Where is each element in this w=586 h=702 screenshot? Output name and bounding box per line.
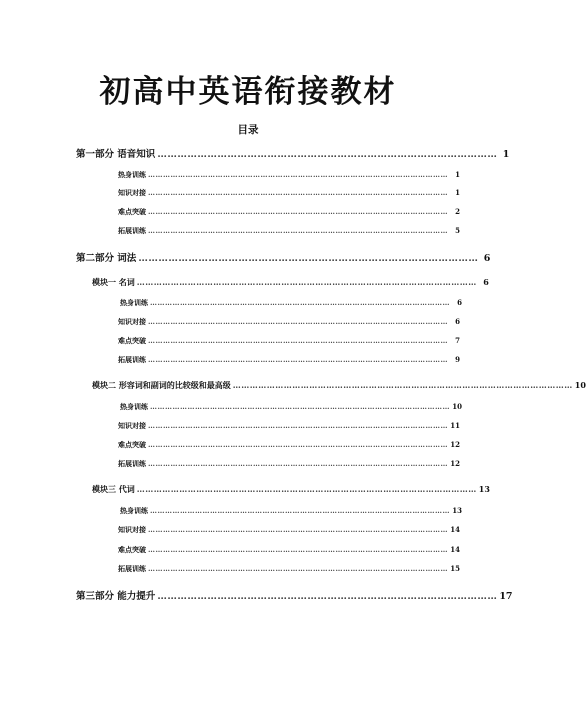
toc-entry-label: 知识对接 [118, 188, 146, 197]
toc-entry-subsection [120, 506, 462, 516]
toc-entry-subsection [118, 421, 460, 431]
toc-page-number: 6 [455, 317, 460, 326]
toc-page-number: 11 [450, 421, 460, 430]
toc-page-number: 10 [452, 402, 462, 411]
toc-entry-subsection [118, 545, 460, 555]
toc-entry-label: 难点突破 [118, 440, 146, 449]
toc-leader-dots: ………………………………………………………………………………………………………… [136, 277, 477, 287]
toc-page-number: 10 [574, 380, 586, 390]
toc-leader-dots: ………………………………………………………………………………………………………… [148, 207, 448, 216]
toc-page-number: 6 [483, 277, 489, 287]
toc-entry-label: 热身训练 [120, 402, 148, 411]
toc-page-number: 2 [455, 207, 460, 216]
toc-entry-label: 拓展训练 [118, 355, 146, 364]
toc-entry-label: 第一部分 语音知识 [76, 149, 156, 160]
toc-leader-dots: ………………………………………………………………………………………………………… [148, 226, 448, 235]
toc-page-number: 13 [452, 506, 462, 515]
toc-leader-dots: ………………………………………………………………………………………………………… [150, 506, 450, 515]
document-title: 初高中英语衔接教材 [99, 74, 397, 110]
toc-leader-dots: ………………………………………………………………………………………… [157, 591, 498, 602]
toc-entry-label: 第三部分 能力提升 [76, 591, 156, 602]
toc-page-number: 6 [457, 298, 462, 307]
toc-entry-module [92, 380, 586, 391]
toc-leader-dots: ………………………………………………………………………………………………………… [150, 402, 450, 411]
toc-entry-label: 模块一 名词 [92, 277, 135, 287]
toc-entry-subsection [118, 207, 460, 217]
toc-entry-label: 拓展训练 [118, 459, 146, 468]
toc-leader-dots: ………………………………………………………………………………………………………… [148, 421, 448, 430]
toc-entry-subsection [118, 226, 460, 236]
toc-entry-label: 拓展训练 [118, 564, 146, 573]
toc-leader-dots: ………………………………………………………………………………………… [138, 253, 479, 264]
toc-page-number: 6 [483, 253, 491, 264]
toc-entry-subsection [118, 459, 460, 469]
toc-leader-dots: ………………………………………………………………………………………………………… [148, 525, 448, 534]
toc-entry-label: 难点突破 [118, 207, 146, 216]
toc-entry-label: 难点突破 [118, 545, 146, 554]
toc-entry-subsection [118, 355, 460, 365]
toc-entry-label: 热身训练 [120, 506, 148, 515]
toc-entry-part-2 [76, 250, 491, 264]
toc-entry-label: 第二部分 词法 [76, 253, 137, 264]
toc-entry-subsection [118, 440, 460, 450]
toc-entry-subsection [118, 188, 460, 198]
toc-leader-dots: ………………………………………………………………………………………………………… [148, 317, 448, 326]
toc-page-number: 12 [450, 440, 460, 449]
toc-entry-subsection [118, 317, 460, 327]
toc-entry-label: 知识对接 [118, 525, 146, 534]
toc-entry-module [92, 484, 490, 495]
toc-page-number: 1 [502, 149, 510, 160]
toc-entry-label: 拓展训练 [118, 226, 146, 235]
toc-entry-label: 热身训练 [120, 298, 148, 307]
toc-leader-dots: ………………………………………………………………………………………………………… [148, 440, 448, 449]
toc-entry-label: 模块二 形容词和副词的比较级和最高级 [92, 380, 231, 390]
toc-entry-subsection [118, 170, 460, 180]
toc-page-number: 9 [455, 355, 460, 364]
toc-entry-subsection [118, 525, 460, 535]
toc-heading: 目录 [237, 124, 259, 136]
toc-entry-part-3 [76, 588, 513, 602]
toc-entry-subsection [118, 336, 460, 346]
toc-entry-subsection [120, 402, 462, 412]
toc-page-number: 15 [450, 564, 460, 573]
toc-page-number: 7 [455, 336, 460, 345]
toc-page-number: 14 [450, 545, 460, 554]
toc-page-number: 17 [499, 591, 513, 602]
toc-leader-dots: ………………………………………………………………………………………………………… [148, 170, 448, 179]
toc-page-number: 13 [478, 484, 490, 494]
toc-leader-dots: ………………………………………………………………………………………………………… [148, 545, 448, 554]
toc-leader-dots: ………………………………………………………………………………………… [157, 149, 498, 160]
toc-page-number: 12 [450, 459, 460, 468]
toc-leader-dots: ………………………………………………………………………………………………………… [148, 564, 448, 573]
toc-entry-subsection [120, 298, 462, 308]
toc-entry-label: 模块三 代词 [92, 484, 135, 494]
toc-leader-dots: ………………………………………………………………………………………………………… [136, 484, 477, 494]
toc-leader-dots: ………………………………………………………………………………………………………… [148, 459, 448, 468]
toc-entry-subsection [118, 564, 460, 574]
toc-entry-module [92, 277, 489, 288]
toc-leader-dots: ………………………………………………………………………………………………………… [148, 336, 448, 345]
toc-page-number: 1 [455, 170, 460, 179]
toc-leader-dots: ………………………………………………………………………………………………………… [150, 298, 450, 307]
toc-leader-dots: ………………………………………………………………………………………………………… [148, 355, 448, 364]
toc-entry-part-1 [76, 146, 510, 160]
toc-page-number: 1 [455, 188, 460, 197]
toc-entry-label: 难点突破 [118, 336, 146, 345]
toc-entry-label: 热身训练 [118, 170, 146, 179]
toc-leader-dots: ………………………………………………………………………………………………………… [232, 380, 573, 390]
toc-entry-label: 知识对接 [118, 317, 146, 326]
toc-page-number: 14 [450, 525, 460, 534]
toc-entry-label: 知识对接 [118, 421, 146, 430]
toc-page-number: 5 [455, 226, 460, 235]
toc-leader-dots: ………………………………………………………………………………………………………… [148, 188, 448, 197]
